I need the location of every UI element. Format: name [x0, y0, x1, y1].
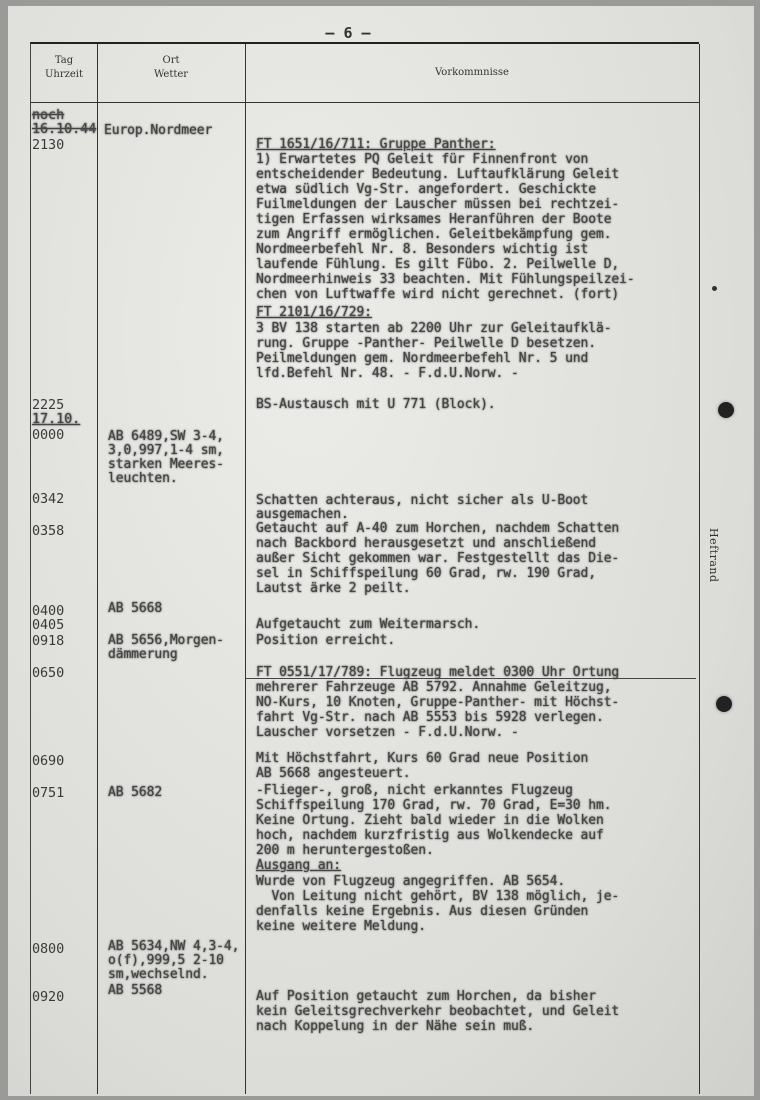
message-line: Nordmeerhinweis 33 beachten. Mit Fühlungspeilzei- [256, 272, 635, 287]
message-line: Nordmeerbefehl Nr. 8. Besonders wichtig ist [256, 242, 589, 257]
header-tag-uhrzeit [31, 54, 97, 82]
event-line: nach Koppelung in der Nähe sein muß. [256, 1019, 535, 1034]
header-ort: Ort [162, 55, 180, 66]
event-text: Aufgetaucht zum Weitermarsch. [256, 617, 481, 632]
location-cell: AB 5668 [108, 601, 163, 616]
weather-line: sm,wechselnd. [108, 967, 209, 982]
event-line: Getaucht auf A-40 zum Horchen, nachdem Schatten [256, 521, 620, 536]
time-cell: noch [32, 107, 65, 123]
message-line: lfd.Befehl Nr. 48. - F.d.U.Norw. - [256, 366, 519, 381]
message-line: entscheidender Bedeutung. Luftaufklärung Geleit [256, 167, 620, 182]
header-uhrzeit: Uhrzeit [44, 69, 84, 80]
time-cell: 0405 [32, 617, 65, 633]
header-rule [31, 102, 699, 103]
event-line: Schiffspeilung 170 Grad, rw. 70 Grad, E=30 hm. [256, 798, 612, 813]
weather-line: starken Meeres- [108, 457, 224, 472]
punch-hole [718, 402, 734, 418]
event-line: Schatten achteraus, nicht sicher als U-Boot [256, 493, 589, 508]
header-tag: Tag [54, 55, 74, 66]
margin-label: Heftrand [707, 528, 720, 583]
header-wetter: Wetter [153, 69, 189, 80]
event-text: BS-Austausch mit U 771 (Block). [256, 397, 496, 412]
event-line: Von Leitung nicht gehört, BV 138 möglich, je- [256, 889, 620, 904]
event-line: -Flieger-, groß, nicht erkanntes Flugzeug [256, 783, 573, 798]
message-line: Peilmeldungen gem. Nordmeerbefehl Nr. 5 und [256, 351, 589, 366]
ink-dot [712, 286, 717, 291]
event-line: außer Sicht gekommen war. Festgestellt das Die- [256, 551, 620, 566]
event-text: Position erreicht. [256, 633, 396, 648]
weather-line: AB 6489,SW 3-4, [108, 429, 224, 444]
time-cell: 0800 [32, 941, 65, 957]
time-cell: 0650 [32, 665, 65, 681]
punch-hole [716, 696, 732, 712]
event-line: Wurde von Flugzeug angegriffen. AB 5654. [256, 874, 566, 889]
location-cell: AB 5656,Morgen- [108, 633, 224, 648]
page-number: – 6 – [325, 24, 371, 42]
message-line: Fuilmeldungen der Lauscher müssen bei rechtzei- [256, 197, 620, 212]
location-cell: AB 5682 [108, 785, 163, 800]
message-line: Lauscher vorsetzen - F.d.U.Norw. - [256, 725, 519, 740]
event-line: keine weitere Meldung. [256, 919, 426, 934]
message-line: fahrt Vg-Str. nach AB 5553 bis 5928 verlegen. [256, 710, 604, 725]
event-line: ausgemachen. [256, 507, 349, 522]
date-cell: 17.10. [32, 411, 81, 427]
message-heading: FT 2101/16/729: [256, 305, 372, 320]
message-line: rung. Gruppe -Panther- Peilwelle D besetzen. [256, 336, 596, 351]
event-line: Auf Position getaucht zum Horchen, da bisher [256, 989, 596, 1004]
time-cell: 2225 [32, 397, 65, 413]
event-line: nach Backbord herausgesetzt und anschließend [256, 536, 596, 551]
time-cell: 0000 [32, 427, 65, 443]
event-line: hoch, nachdem kurzfristig aus Wolkendecke auf [256, 828, 604, 843]
message-line: NO-Kurs, 10 Knoten, Gruppe-Panther- mit Höchst- [256, 695, 620, 710]
event-line: sel in Schiffspeilung 60 Grad, rw. 190 Grad, [256, 566, 596, 581]
column-divider [97, 44, 98, 1094]
weather-line: o(f),999,5 2-10 [108, 953, 224, 968]
date-cell: 16.10.44 [32, 121, 97, 137]
event-line: denfalls keine Ergebnis. Aus diesen Gründen [256, 904, 589, 919]
column-divider [245, 44, 246, 1094]
event-line: Mit Höchstfahrt, Kurs 60 Grad neue Position [256, 751, 589, 766]
event-line: Lautst ärke 2 peilt. [256, 581, 411, 596]
message-line: mehrerer Fahrzeuge AB 5792. Annahme Geleitzug, [256, 680, 612, 695]
log-page [8, 6, 754, 1096]
event-line: Keine Ortung. Zieht bald wieder in die Wolken [256, 813, 604, 828]
weather-line: 3,0,997,1-4 sm, [108, 443, 224, 458]
time-cell: 0400 [32, 603, 65, 619]
time-cell: 0358 [32, 523, 65, 539]
header-ort-wetter [97, 54, 245, 82]
weather-line: dämmerung [108, 647, 178, 662]
weather-line: AB 5634,NW 4,3-4, [108, 939, 240, 954]
event-line: 200 m heruntergestoßen. [256, 843, 434, 858]
message-line: tigen Erfassen wirksames Heranführen der Boote [256, 212, 612, 227]
time-cell: 2130 [32, 137, 65, 153]
location-cell: AB 5568 [108, 983, 163, 998]
message-line: laufende Fühlung. Es gilt Fübo. 2. Peilwelle D, [256, 257, 620, 272]
time-cell: 0751 [32, 785, 65, 801]
message-line: FT 0551/17/789: Flugzeug meldet 0300 Uhr Ortung [256, 665, 620, 680]
location-cell: Europ.Nordmeer [104, 123, 213, 138]
message-line: 1) Erwartetes PQ Geleit für Finnenfront von [256, 152, 589, 167]
event-line: kein Geleitsgrechverkehr beobachtet, und Geleit [256, 1004, 620, 1019]
time-cell: 0342 [32, 491, 65, 507]
message-line: 3 BV 138 starten ab 2200 Uhr zur Geleitaufklä- [256, 321, 612, 336]
event-line: Ausgang an: [256, 858, 341, 873]
message-line: zum Angriff ermöglichen. Geleitbekämpfung gem. [256, 227, 612, 242]
time-cell: 0918 [32, 633, 65, 649]
message-line: chen von Luftwaffe wird nicht gerechnet. (fort) [256, 287, 620, 302]
header-vorkommnisse: Vorkommnisse [435, 67, 509, 78]
weather-line: leuchten. [108, 471, 178, 486]
message-line: etwa südlich Vg-Str. angefordert. Geschickte [256, 182, 596, 197]
message-heading: FT 1651/16/711: Gruppe Panther: [256, 137, 496, 152]
event-line: AB 5668 angesteuert. [256, 766, 411, 781]
time-cell: 0920 [32, 989, 65, 1005]
time-cell: 0690 [32, 753, 65, 769]
